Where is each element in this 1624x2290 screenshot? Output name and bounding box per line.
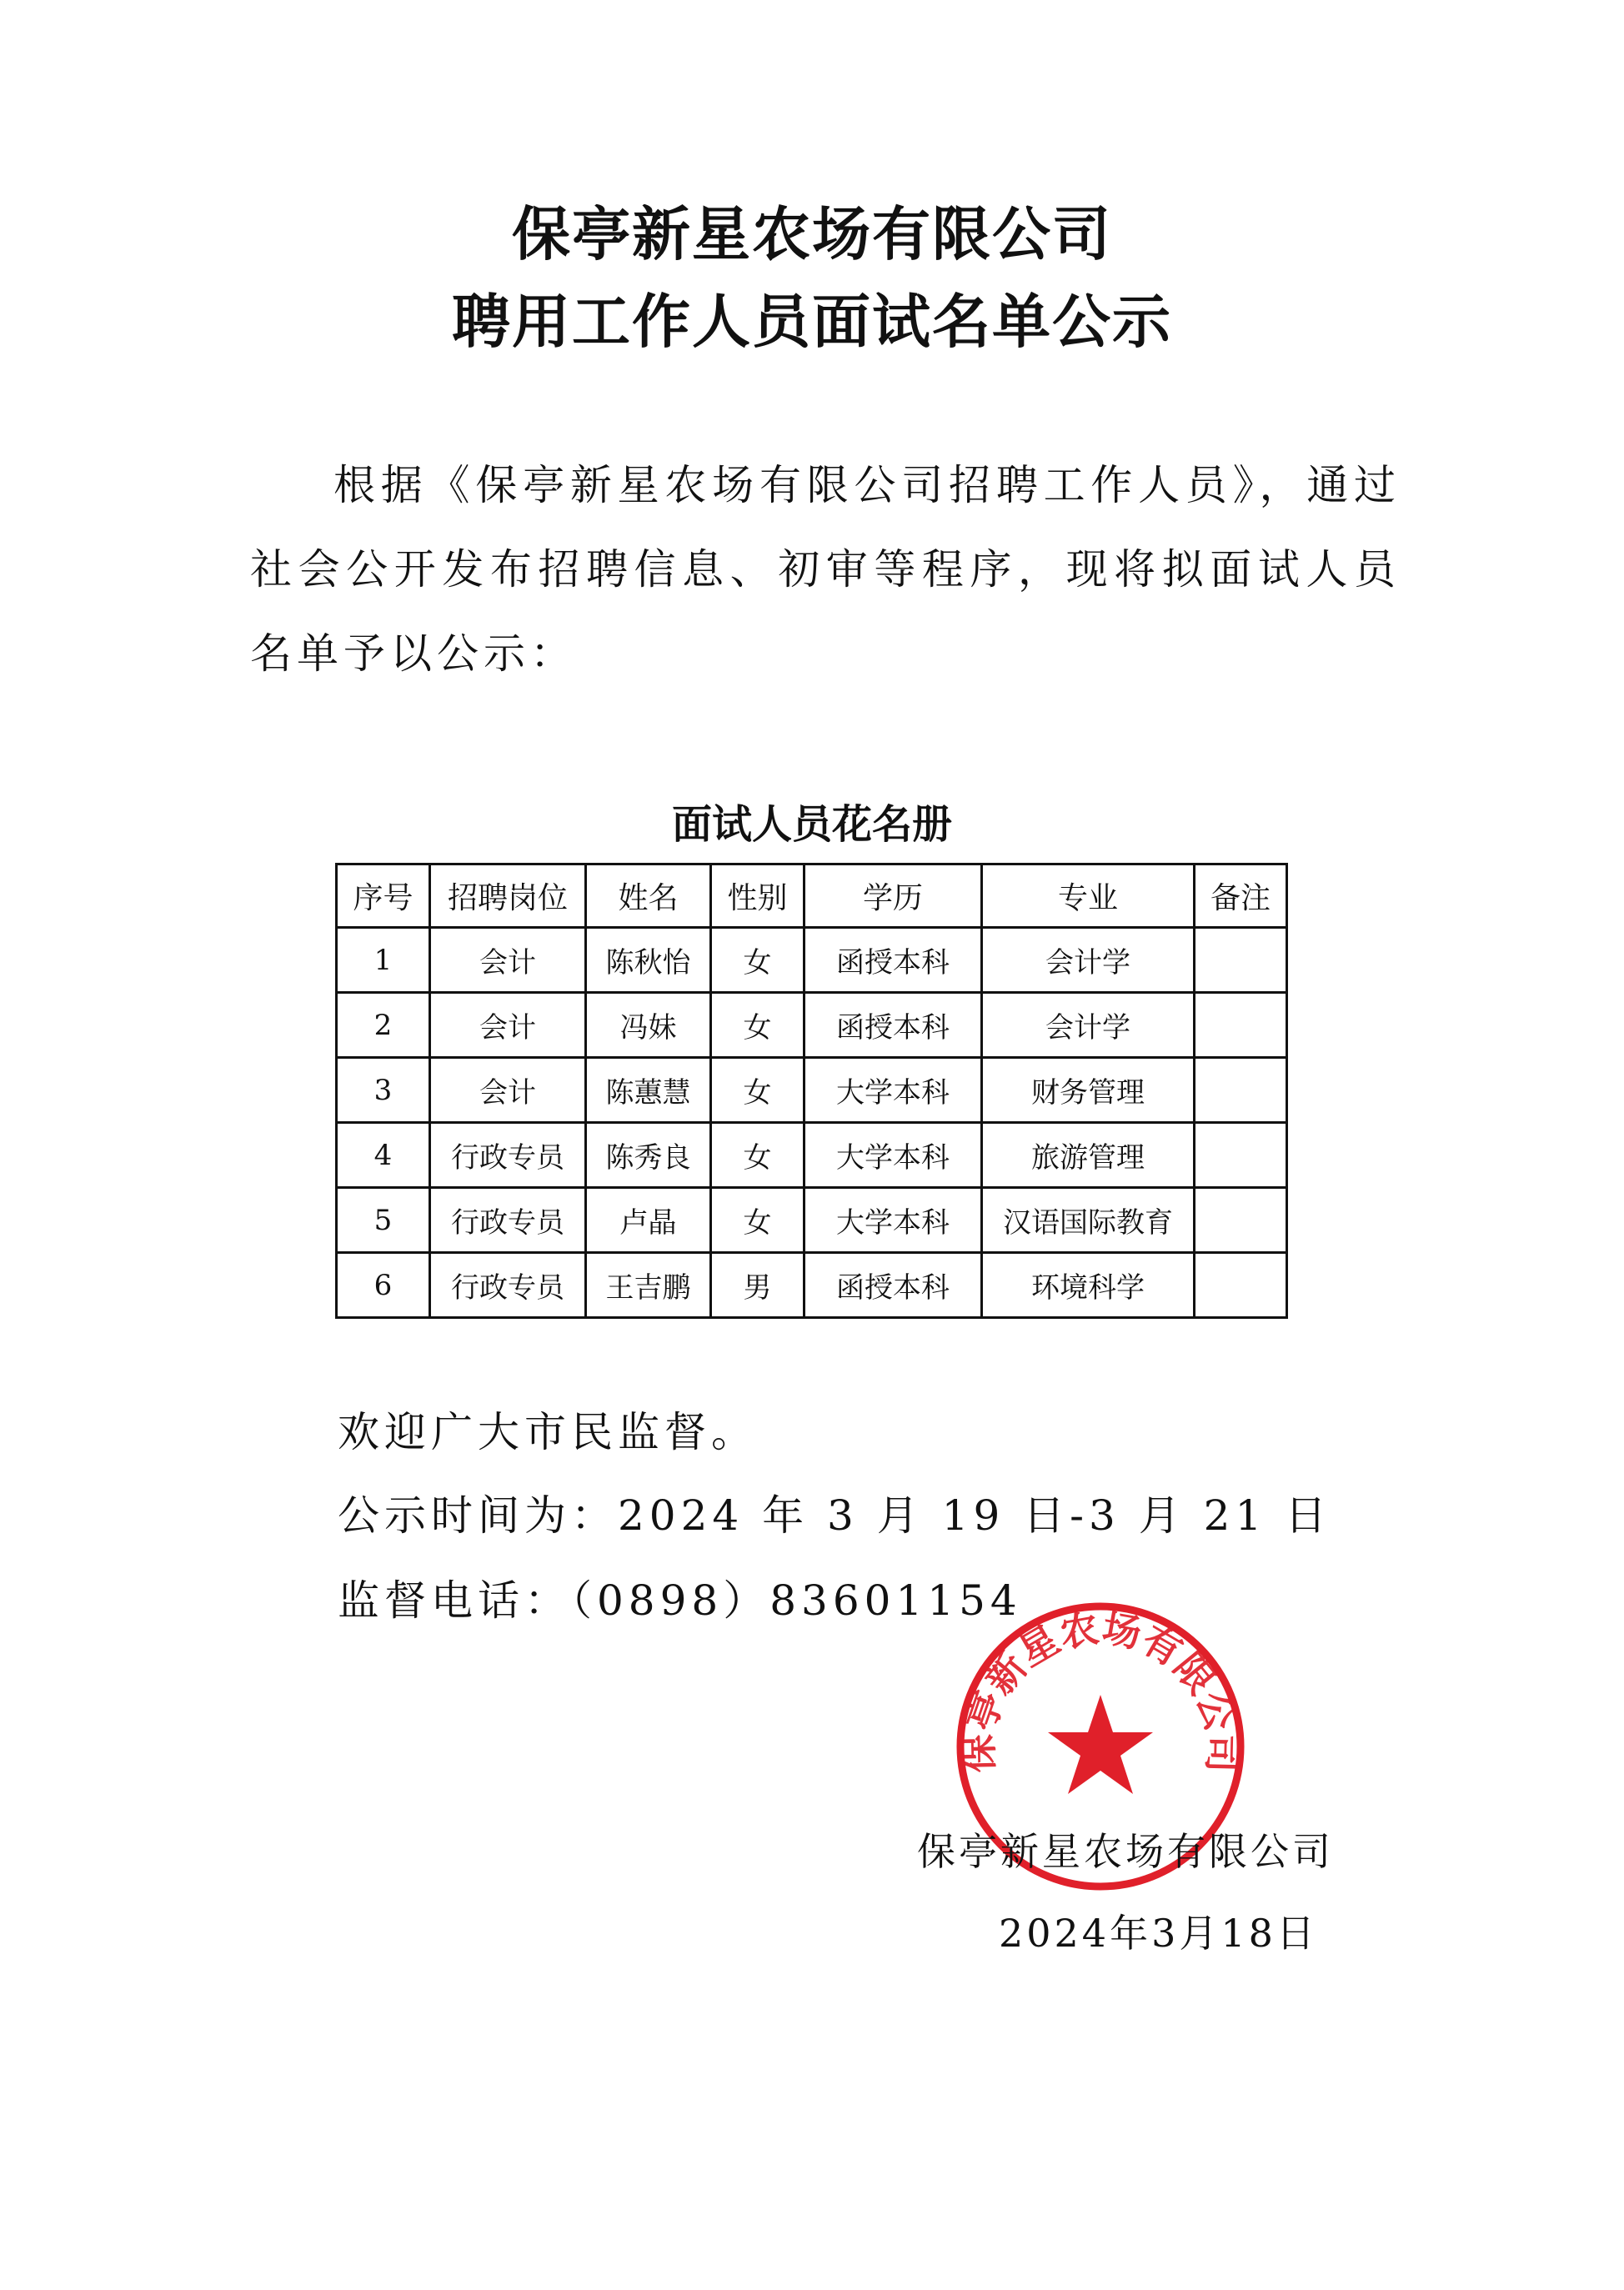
cell-name: 陈蕙慧 bbox=[586, 1058, 711, 1123]
table-row bbox=[337, 993, 1287, 1058]
roster-title: 面试人员花名册 bbox=[671, 801, 952, 848]
cell-index: 2 bbox=[337, 993, 430, 1058]
cell-education: 函授本科 bbox=[804, 1253, 982, 1318]
cell-index: 5 bbox=[337, 1188, 430, 1253]
cell-gender: 女 bbox=[711, 993, 804, 1058]
table-row bbox=[337, 1123, 1287, 1188]
cell-major: 财务管理 bbox=[982, 1058, 1195, 1123]
document-title-line2: 聘用工作人员面试名单公示 bbox=[452, 288, 1172, 356]
column-header: 专业 bbox=[982, 864, 1195, 928]
cell-major: 会计学 bbox=[982, 928, 1195, 993]
cell-education: 大学本科 bbox=[804, 1123, 982, 1188]
column-header: 序号 bbox=[337, 864, 430, 928]
column-header: 备注 bbox=[1195, 864, 1287, 928]
table-row bbox=[337, 1253, 1287, 1318]
intro-paragraph: 根据《保亭新星农场有限公司招聘工作人员》，通过社会公开发布招聘信息、初审等程序，现将拟面试人员名单予以公示： bbox=[250, 461, 1401, 678]
cell-gender: 男 bbox=[711, 1253, 804, 1318]
cell-major: 旅游管理 bbox=[982, 1123, 1195, 1188]
publicity-period: 公示时间为：2024 年 3 月 19 日-3 月 21 日 bbox=[338, 1491, 1332, 1540]
cell-position: 会计 bbox=[430, 928, 586, 993]
supervision-phone: 监督电话：（0898）83601154 bbox=[338, 1576, 1022, 1625]
cell-index: 6 bbox=[337, 1253, 430, 1318]
cell-major: 环境科学 bbox=[982, 1253, 1195, 1318]
column-header: 学历 bbox=[804, 864, 982, 928]
signature-company: 保亭新星农场有限公司 bbox=[917, 1829, 1334, 1874]
cell-remark bbox=[1195, 928, 1287, 993]
column-header: 姓名 bbox=[586, 864, 711, 928]
cell-position: 会计 bbox=[430, 1058, 586, 1123]
table-row bbox=[337, 928, 1287, 993]
cell-major: 汉语国际教育 bbox=[982, 1188, 1195, 1253]
cell-education: 大学本科 bbox=[804, 1058, 982, 1123]
roster-table bbox=[335, 863, 1288, 1319]
cell-position: 行政专员 bbox=[430, 1188, 586, 1253]
cell-education: 大学本科 bbox=[804, 1188, 982, 1253]
welcome-note: 欢迎广大市民监督。 bbox=[338, 1408, 758, 1456]
document-title-line1: 保亭新星农场有限公司 bbox=[512, 200, 1112, 268]
column-header: 性别 bbox=[711, 864, 804, 928]
cell-name: 冯妹 bbox=[586, 993, 711, 1058]
cell-remark bbox=[1195, 1058, 1287, 1123]
cell-index: 1 bbox=[337, 928, 430, 993]
cell-index: 3 bbox=[337, 1058, 430, 1123]
cell-remark bbox=[1195, 1188, 1287, 1253]
cell-remark bbox=[1195, 1123, 1287, 1188]
svg-text:保亭新星农场有限公司: 保亭新星农场有限公司 bbox=[955, 1605, 1246, 1773]
cell-education: 函授本科 bbox=[804, 928, 982, 993]
cell-remark bbox=[1195, 993, 1287, 1058]
seal-star-icon bbox=[1048, 1695, 1153, 1794]
cell-position: 会计 bbox=[430, 993, 586, 1058]
cell-education: 函授本科 bbox=[804, 993, 982, 1058]
table-header-row bbox=[337, 864, 1287, 928]
table-row bbox=[337, 1058, 1287, 1123]
table-row bbox=[337, 1188, 1287, 1253]
cell-gender: 女 bbox=[711, 1123, 804, 1188]
cell-position: 行政专员 bbox=[430, 1253, 586, 1318]
cell-gender: 女 bbox=[711, 928, 804, 993]
cell-gender: 女 bbox=[711, 1058, 804, 1123]
cell-position: 行政专员 bbox=[430, 1123, 586, 1188]
cell-name: 卢晶 bbox=[586, 1188, 711, 1253]
cell-index: 4 bbox=[337, 1123, 430, 1188]
cell-major: 会计学 bbox=[982, 993, 1195, 1058]
cell-name: 陈秋怡 bbox=[586, 928, 711, 993]
column-header: 招聘岗位 bbox=[430, 864, 586, 928]
cell-remark bbox=[1195, 1253, 1287, 1318]
cell-name: 陈秀良 bbox=[586, 1123, 711, 1188]
cell-gender: 女 bbox=[711, 1188, 804, 1253]
cell-name: 王吉鹏 bbox=[586, 1253, 711, 1318]
signature-date: 2024年3月18日 bbox=[999, 1911, 1318, 1956]
